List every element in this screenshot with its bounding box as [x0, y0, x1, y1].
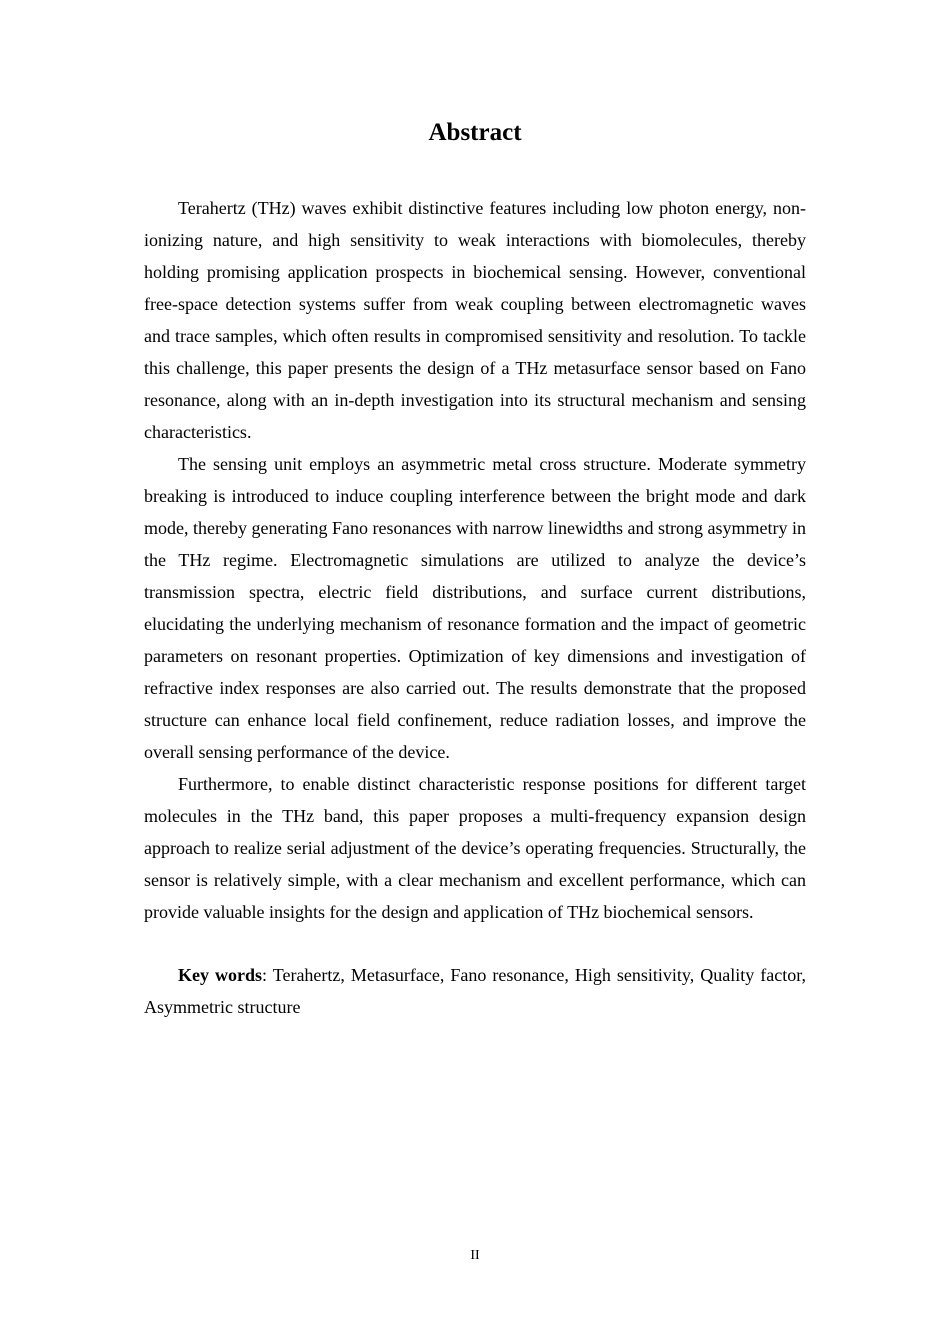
abstract-paragraph-1: Terahertz (THz) waves exhibit distinctive features including low photon energy, non-ionizing nature, and high sensitivity to weak interactions with biomolecules, thereby holding promising application prospects in biochemical sensing. However, conventional free-space detection systems suffer from weak coupling between electromagnetic waves and trace samples, which often results in compromised sensitivity and resolution. To tackle this challenge, this paper presents the design of a THz metasurface sensor based on Fano resonance, along with an in-depth investigation into its structural mechanism and sensing characteristics.	[144, 198, 806, 442]
page-number: II	[470, 1248, 480, 1263]
page-title: Abstract	[428, 119, 522, 146]
keywords-separator: :	[262, 965, 268, 985]
abstract-body	[144, 192, 806, 1023]
abstract-paragraph-3: Furthermore, to enable distinct characteristic response positions for different target molecules in the THz band, this paper proposes a multi-frequency expansion design approach to realize serial adjustment of the device’s operating frequencies. Structurally, the sensor is relatively simple, with a clear mechanism and excellent performance, which can provide valuable insights for the design and application of THz biochemical sensors.	[144, 774, 806, 922]
keywords-label: Key words	[178, 965, 263, 985]
abstract-paragraph-2: The sensing unit employs an asymmetric metal cross structure. Moderate symmetry breaking is introduced to induce coupling interference between the bright mode and dark mode, thereby generating Fano resonances with narrow linewidths and strong asymmetry in the THz regime. Electromagnetic simulations are utilized to analyze the device’s transmission spectra, electric field distributions, and surface current distributions, elucidating the underlying mechanism of resonance formation and the impact of geometric parameters on resonant properties. Optimization of key dimensions and investigation of refractive index responses are also carried out. The results demonstrate that the proposed structure can enhance local field confinement, reduce radiation losses, and improve the overall sensing performance of the device.	[144, 454, 806, 762]
keywords-line	[144, 959, 806, 1023]
keywords-list: Terahertz, Metasurface, Fano resonance, High sensitivity, Quality factor, Asymmetric structure	[144, 965, 806, 1017]
